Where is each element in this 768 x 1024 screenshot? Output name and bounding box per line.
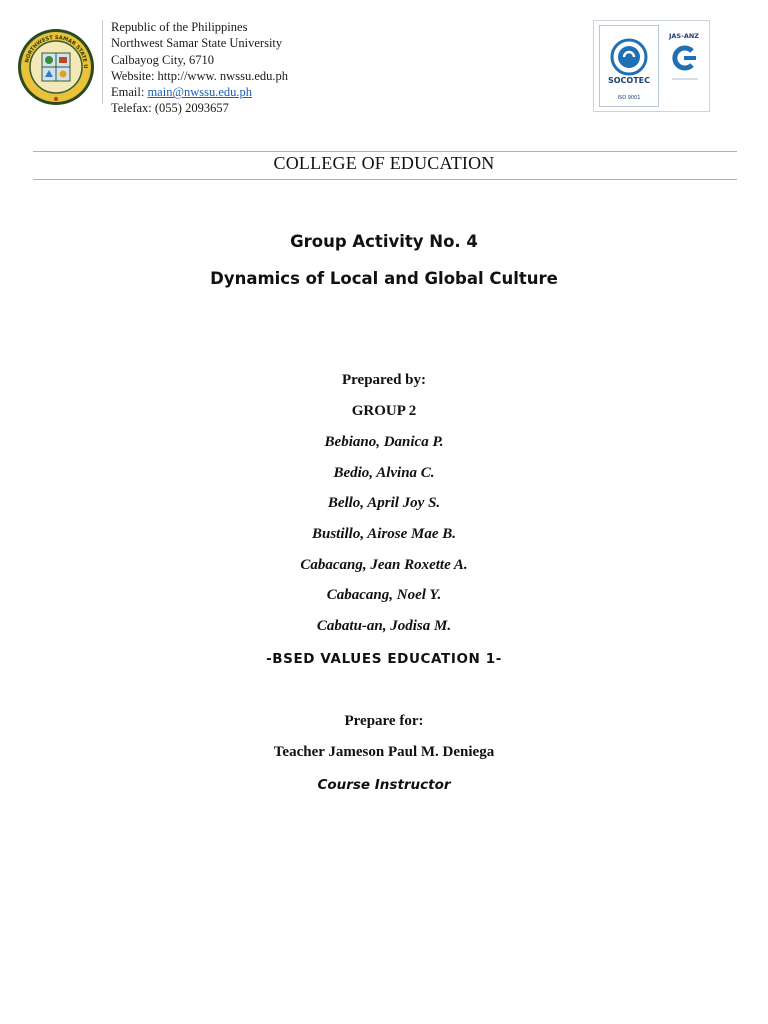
letterhead-divider bbox=[102, 20, 103, 104]
member-name: Cabacang, Jean Roxette A. bbox=[300, 557, 468, 573]
iso-text: ISO 9001 bbox=[617, 95, 641, 101]
member-name: Bustillo, Airose Mae B. bbox=[311, 526, 457, 542]
university-seal-logo bbox=[16, 27, 96, 107]
email-link[interactable]: main@nwssu.edu.ph bbox=[147, 85, 253, 100]
address-line: Calbayog City, 6710 bbox=[111, 52, 215, 67]
group-name: GROUP 2 bbox=[351, 403, 417, 419]
iso-certification-logo bbox=[593, 20, 710, 112]
email-label: Email: bbox=[111, 85, 148, 100]
address-line: Republic of the Philippines bbox=[111, 20, 248, 34]
prepare-for-label: Prepare for: bbox=[344, 713, 424, 729]
activity-subtitle: Dynamics of Local and Global Culture bbox=[210, 269, 558, 288]
university-address-block bbox=[111, 19, 288, 117]
address-line: Northwest Samar State University bbox=[111, 36, 283, 51]
header-rule-bottom bbox=[33, 179, 737, 180]
activity-title: Group Activity No. 4 bbox=[290, 232, 478, 251]
member-name: Cabatu-an, Jodisa M. bbox=[316, 618, 452, 634]
member-name: Bello, April Joy S. bbox=[327, 495, 441, 511]
telefax-line: Telefax: (055) 2093657 bbox=[111, 101, 229, 116]
prepared-by-label: Prepared by: bbox=[341, 372, 427, 388]
member-name: Bebiano, Danica P. bbox=[324, 434, 444, 450]
email-line bbox=[111, 84, 288, 100]
address-line: Website: http://www. nwssu.edu.ph bbox=[111, 68, 288, 83]
jas-anz-text: JAS-ANZ bbox=[668, 32, 700, 40]
seal-text: NORTHWEST SAMAR STATE U bbox=[24, 34, 89, 69]
instructor-name: Teacher Jameson Paul M. Deniega bbox=[273, 744, 495, 760]
header-rule-top bbox=[33, 151, 737, 152]
member-name: Cabacang, Noel Y. bbox=[326, 587, 442, 603]
member-name: Bedio, Alvina C. bbox=[333, 465, 435, 481]
section-label: -BSED VALUES EDUCATION 1- bbox=[266, 651, 502, 667]
socotec-text: SOCOTEC bbox=[607, 76, 651, 85]
college-name: COLLEGE OF EDUCATION bbox=[273, 153, 495, 173]
instructor-role: Course Instructor bbox=[317, 777, 451, 793]
